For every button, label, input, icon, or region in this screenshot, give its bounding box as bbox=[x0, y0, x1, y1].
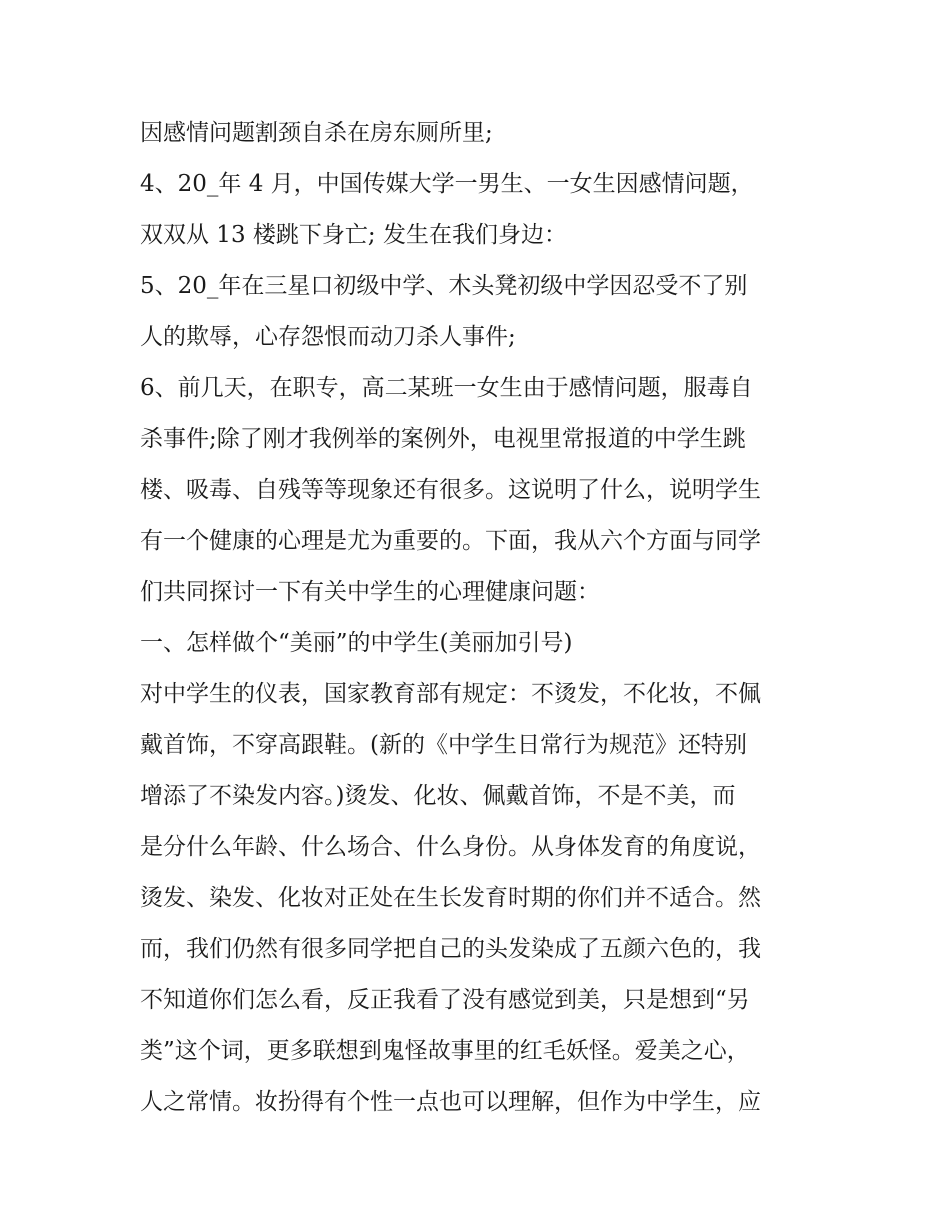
text-line: 4、20_年 4 月，中国传媒大学一男生、一女生因感情问题， bbox=[140, 171, 754, 197]
text-line: 因感情问题割颈自杀在房东厕所里; bbox=[140, 120, 493, 146]
text-line: 戴首饰，不穿高跟鞋。(新的《中学生日常行为规范》还特别 bbox=[140, 732, 747, 758]
text-line: 们共同探讨一下有关中学生的心理健康问题： bbox=[140, 579, 600, 605]
text-line: 6、前几天，在职专，高二某班一女生由于感情问题，服毒自 bbox=[140, 375, 753, 401]
text-line: 双双从 13 楼跳下身亡; 发生在我们身边： bbox=[140, 222, 567, 248]
text-line: 是分什么年龄、什么场合、什么身份。从身体发育的角度说， bbox=[140, 834, 761, 860]
body-text bbox=[140, 108, 820, 1128]
text-line: 杀事件;除了刚才我例举的案例外，电视里常报道的中学生跳 bbox=[140, 426, 746, 452]
text-line: 增添了不染发内容。)烫发、化妆、佩戴首饰，不是不美，而 bbox=[140, 783, 736, 809]
text-line: 人之常情。妆扮得有个性一点也可以理解，但作为中学生，应 bbox=[140, 1089, 761, 1115]
text-line: 烫发、染发、化妆对正处在生长发育时期的你们并不适合。然 bbox=[140, 885, 761, 911]
section-heading: 一、怎样做个“美丽”的中学生(美丽加引号) bbox=[140, 630, 573, 656]
text-line: 类”这个词，更多联想到鬼怪故事里的红毛妖怪。爱美之心， bbox=[140, 1038, 750, 1064]
text-line: 对中学生的仪表，国家教育部有规定：不烫发，不化妆，不佩 bbox=[140, 681, 761, 707]
text-line: 不知道你们怎么看，反正我看了没有感觉到美，只是想到“另 bbox=[140, 987, 750, 1013]
text-line: 5、20_年在三星口初级中学、木头凳初级中学因忍受不了别 bbox=[140, 273, 748, 299]
text-line: 楼、吸毒、自残等等现象还有很多。这说明了什么，说明学生 bbox=[140, 477, 761, 503]
text-line: 人的欺辱，心存怨恨而动刀杀人事件; bbox=[140, 324, 516, 350]
text-line: 而，我们仍然有很多同学把自己的头发染成了五颜六色的，我 bbox=[140, 936, 761, 962]
text-line: 有一个健康的心理是尤为重要的。下面，我从六个方面与同学 bbox=[140, 528, 761, 554]
